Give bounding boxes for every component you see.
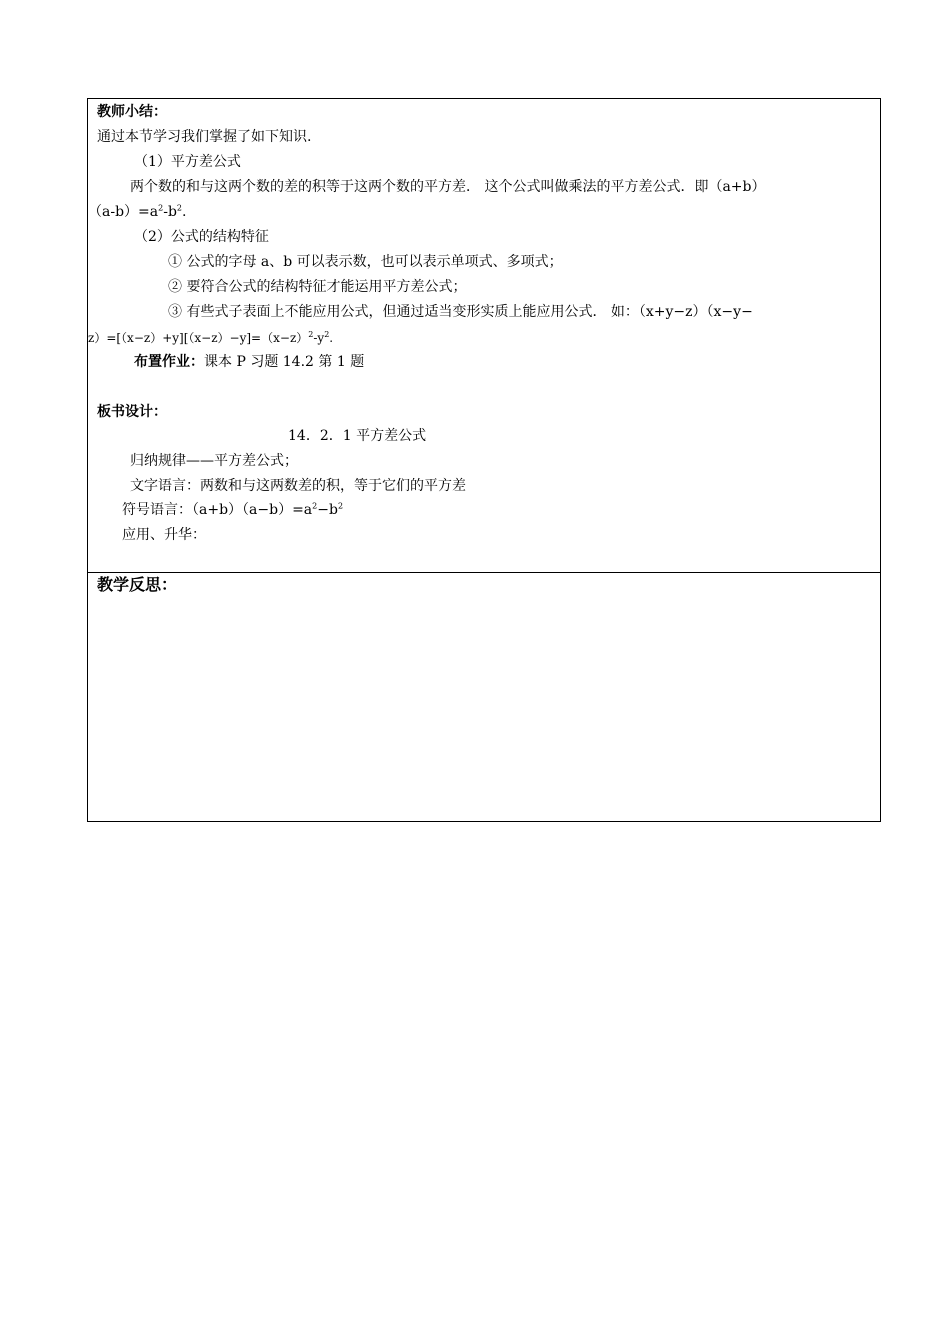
board-title: 14．2．1 平方差公式 xyxy=(288,428,427,444)
board-line-apply: 应用、升华： xyxy=(122,527,206,543)
point-3-continued: $z)=[(x-z)+y][(x-z)-y]=(x-z)^2-y^2$. xyxy=(88,330,334,345)
reflection-cell xyxy=(88,573,880,822)
item1-formula: $(a-b)=a^2-b^2$. xyxy=(88,203,187,220)
homework: 布置作业：课本 P 习题 14.2 第 1 题 xyxy=(134,354,365,370)
board-line-words: 文字语言：两数和与这两数差的积，等于它们的平方差 xyxy=(130,478,466,494)
summary-intro: 通过本节学习我们掌握了如下知识. xyxy=(97,129,312,145)
board-line-symbols: 符号语言：$(a+b)(a-b)=a^2-b^2$ xyxy=(122,501,344,518)
board-heading: 板书设计： xyxy=(97,404,167,420)
point-1: ① 公式的字母 a、b 可以表示数，也可以表示单项式、多项式； xyxy=(168,254,563,270)
reflection-heading: 教学反思： xyxy=(97,575,178,594)
board-line-rule: 归纳规律——平方差公式； xyxy=(130,453,298,469)
lesson-table xyxy=(87,98,881,822)
item1-title: （1）平方差公式 xyxy=(134,154,241,170)
point-2: ② 要符合公式的结构特征才能运用平方差公式； xyxy=(168,279,467,295)
summary-heading: 教师小结： xyxy=(97,104,167,120)
item2-title: （2）公式的结构特征 xyxy=(134,229,269,245)
point-3: ③ 有些式子表面上不能应用公式，但通过适当变形实质上能应用公式． 如：（x+y−z）（x−y− xyxy=(168,304,753,320)
item1-text: 两个数的和与这两个数的差的积等于这两个数的平方差． 这个公式叫做乘法的平方差公式．即（a+b） xyxy=(130,179,766,195)
summary-cell xyxy=(88,99,880,573)
